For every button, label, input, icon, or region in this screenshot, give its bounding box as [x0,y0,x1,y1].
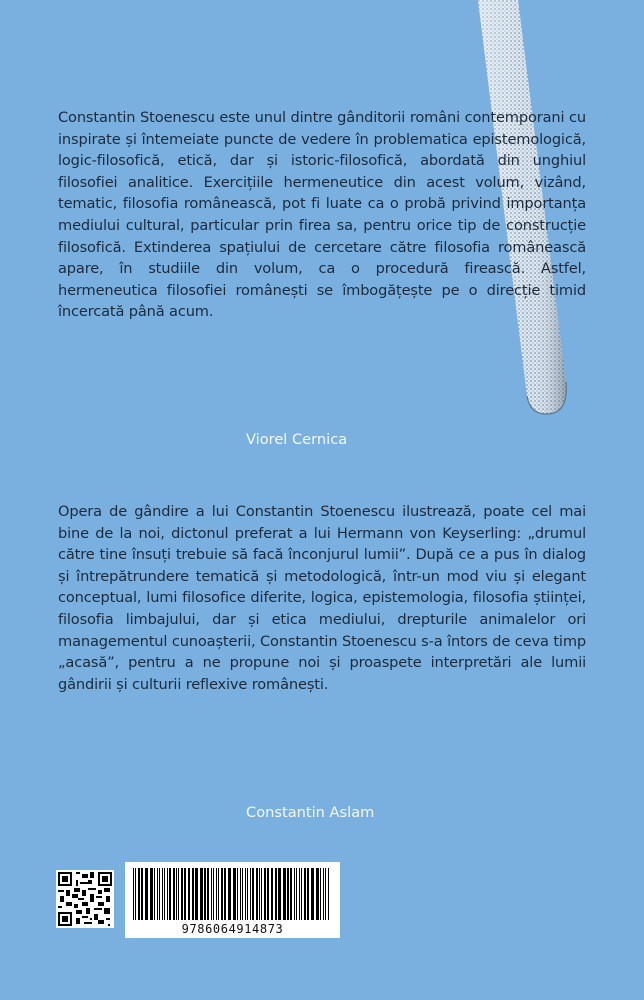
barcode-bar [320,868,321,920]
barcode-bar [296,868,297,920]
barcode-bar [173,868,175,920]
barcode-bar [256,868,258,920]
barcode-bar [287,868,289,920]
barcode-bar [213,868,214,920]
barcode-bar [301,868,302,920]
barcode-bar [294,868,295,920]
barcode-bar [237,868,238,920]
barcode-bar [323,868,324,920]
blurb-2-text: Opera de gândire a lui Constantin Stoenescu ilustrează, poate cel mai bine de la noi, dictonul preferat a lui Hermann von Keyserling: „drumul către tine însuți trebuie să facă înconjurul lumii”. După ce a pus în dialog și întrepătrundere tematică și metodologică, într-un mod viu și elegant conceptual, lumi filosofice diferite, logica, epistemologia, filosofia științei, filosofia limbajului, dar și etica mediului, drepturile animalelor ori managementul cunoașterii, Constantin Stoenescu s-a întors de ceva timp „acasă”, pentru a ne propune noi și proaspete interpretări ale lumii gândirii și culturii reflexive românești. [58,503,586,693]
barcode-bar [233,868,236,920]
barcode-bar [204,868,206,920]
barcode-bar [275,868,277,920]
barcode-bar [135,868,136,920]
barcode-bar [216,868,217,920]
barcode-bar [221,868,223,920]
barcode-bar [200,868,203,920]
barcode-bar [224,868,226,920]
barcode-bar [162,868,163,920]
barcode-bar [192,868,194,920]
barcode-bar [245,868,246,920]
barcode-bar [290,868,292,920]
barcode-bar [316,868,319,920]
barcode-bar [138,868,140,920]
blurb-1-text: Constantin Stoenescu este unul dintre gânditorii români contemporani cu inspirate și întemeiate puncte de vedere în problematica epistemologică, logic-filosofică, etică, dar și istoric-filosofică, abordată din unghiul filosofiei analitice. Exercițiile hermeneutice din acest volum, vizând, tematic, filosofia românească, pot fi luate ca o probă privind importanța mediului cultural, particular prin firea sa, pentru orice tip de construcție filosofică. Extinderea spațiului de cercetare către filosofia românească apare, în studiile din volum, ca o procedură firească. Astfel, hermeneutica filosofiei românești se îmbogățește pe o direcție timid încercată până acum. [58,109,586,321]
barcode-bar [169,868,171,920]
barcode-bar [145,868,148,920]
barcode-bar [218,868,219,920]
blurb-2-author: Constantin Aslam [246,804,375,821]
barcode-bar [307,868,309,920]
barcode-bar [247,868,248,920]
barcode-bar [167,868,168,920]
barcode-bar [164,868,165,920]
barcode-bar [207,868,209,920]
blurb-1-author: Viorel Cernica [246,431,348,448]
barcode-bar [299,868,300,920]
barcode-bar [195,868,198,920]
barcode-bar [188,868,190,920]
barcode-bar [154,868,155,920]
barcode-bar [240,868,241,920]
barcode-bar [184,868,186,920]
barcode-bar [141,868,143,920]
barcode-bar [259,868,260,920]
barcode-bar [271,868,273,920]
qr-code-icon [56,870,114,928]
barcode-bar [159,868,160,920]
barcode-bar [133,868,134,920]
barcode-bar [283,868,286,920]
barcode-bar [211,868,212,920]
isbn-number: 9786064914873 [181,922,284,936]
barcode-bar [311,868,314,920]
barcode-bar [176,868,177,920]
barcode-bar [328,868,329,920]
barcode-bar [267,868,269,920]
barcode-bar [325,868,326,920]
isbn-barcode [125,862,340,938]
barcode-bar [242,868,243,920]
barcode-bar [261,868,262,920]
barcode-bar [228,868,231,920]
barcode-bar [304,868,306,920]
barcode-icon [131,868,334,920]
barcode-bar [157,868,158,920]
barcode-bar [250,868,251,920]
barcode-bar [278,868,281,920]
barcode-bar [181,868,183,920]
barcode-bar [264,868,266,920]
barcode-bar [150,868,153,920]
barcode-bar [178,868,179,920]
barcode-bar [252,868,254,920]
